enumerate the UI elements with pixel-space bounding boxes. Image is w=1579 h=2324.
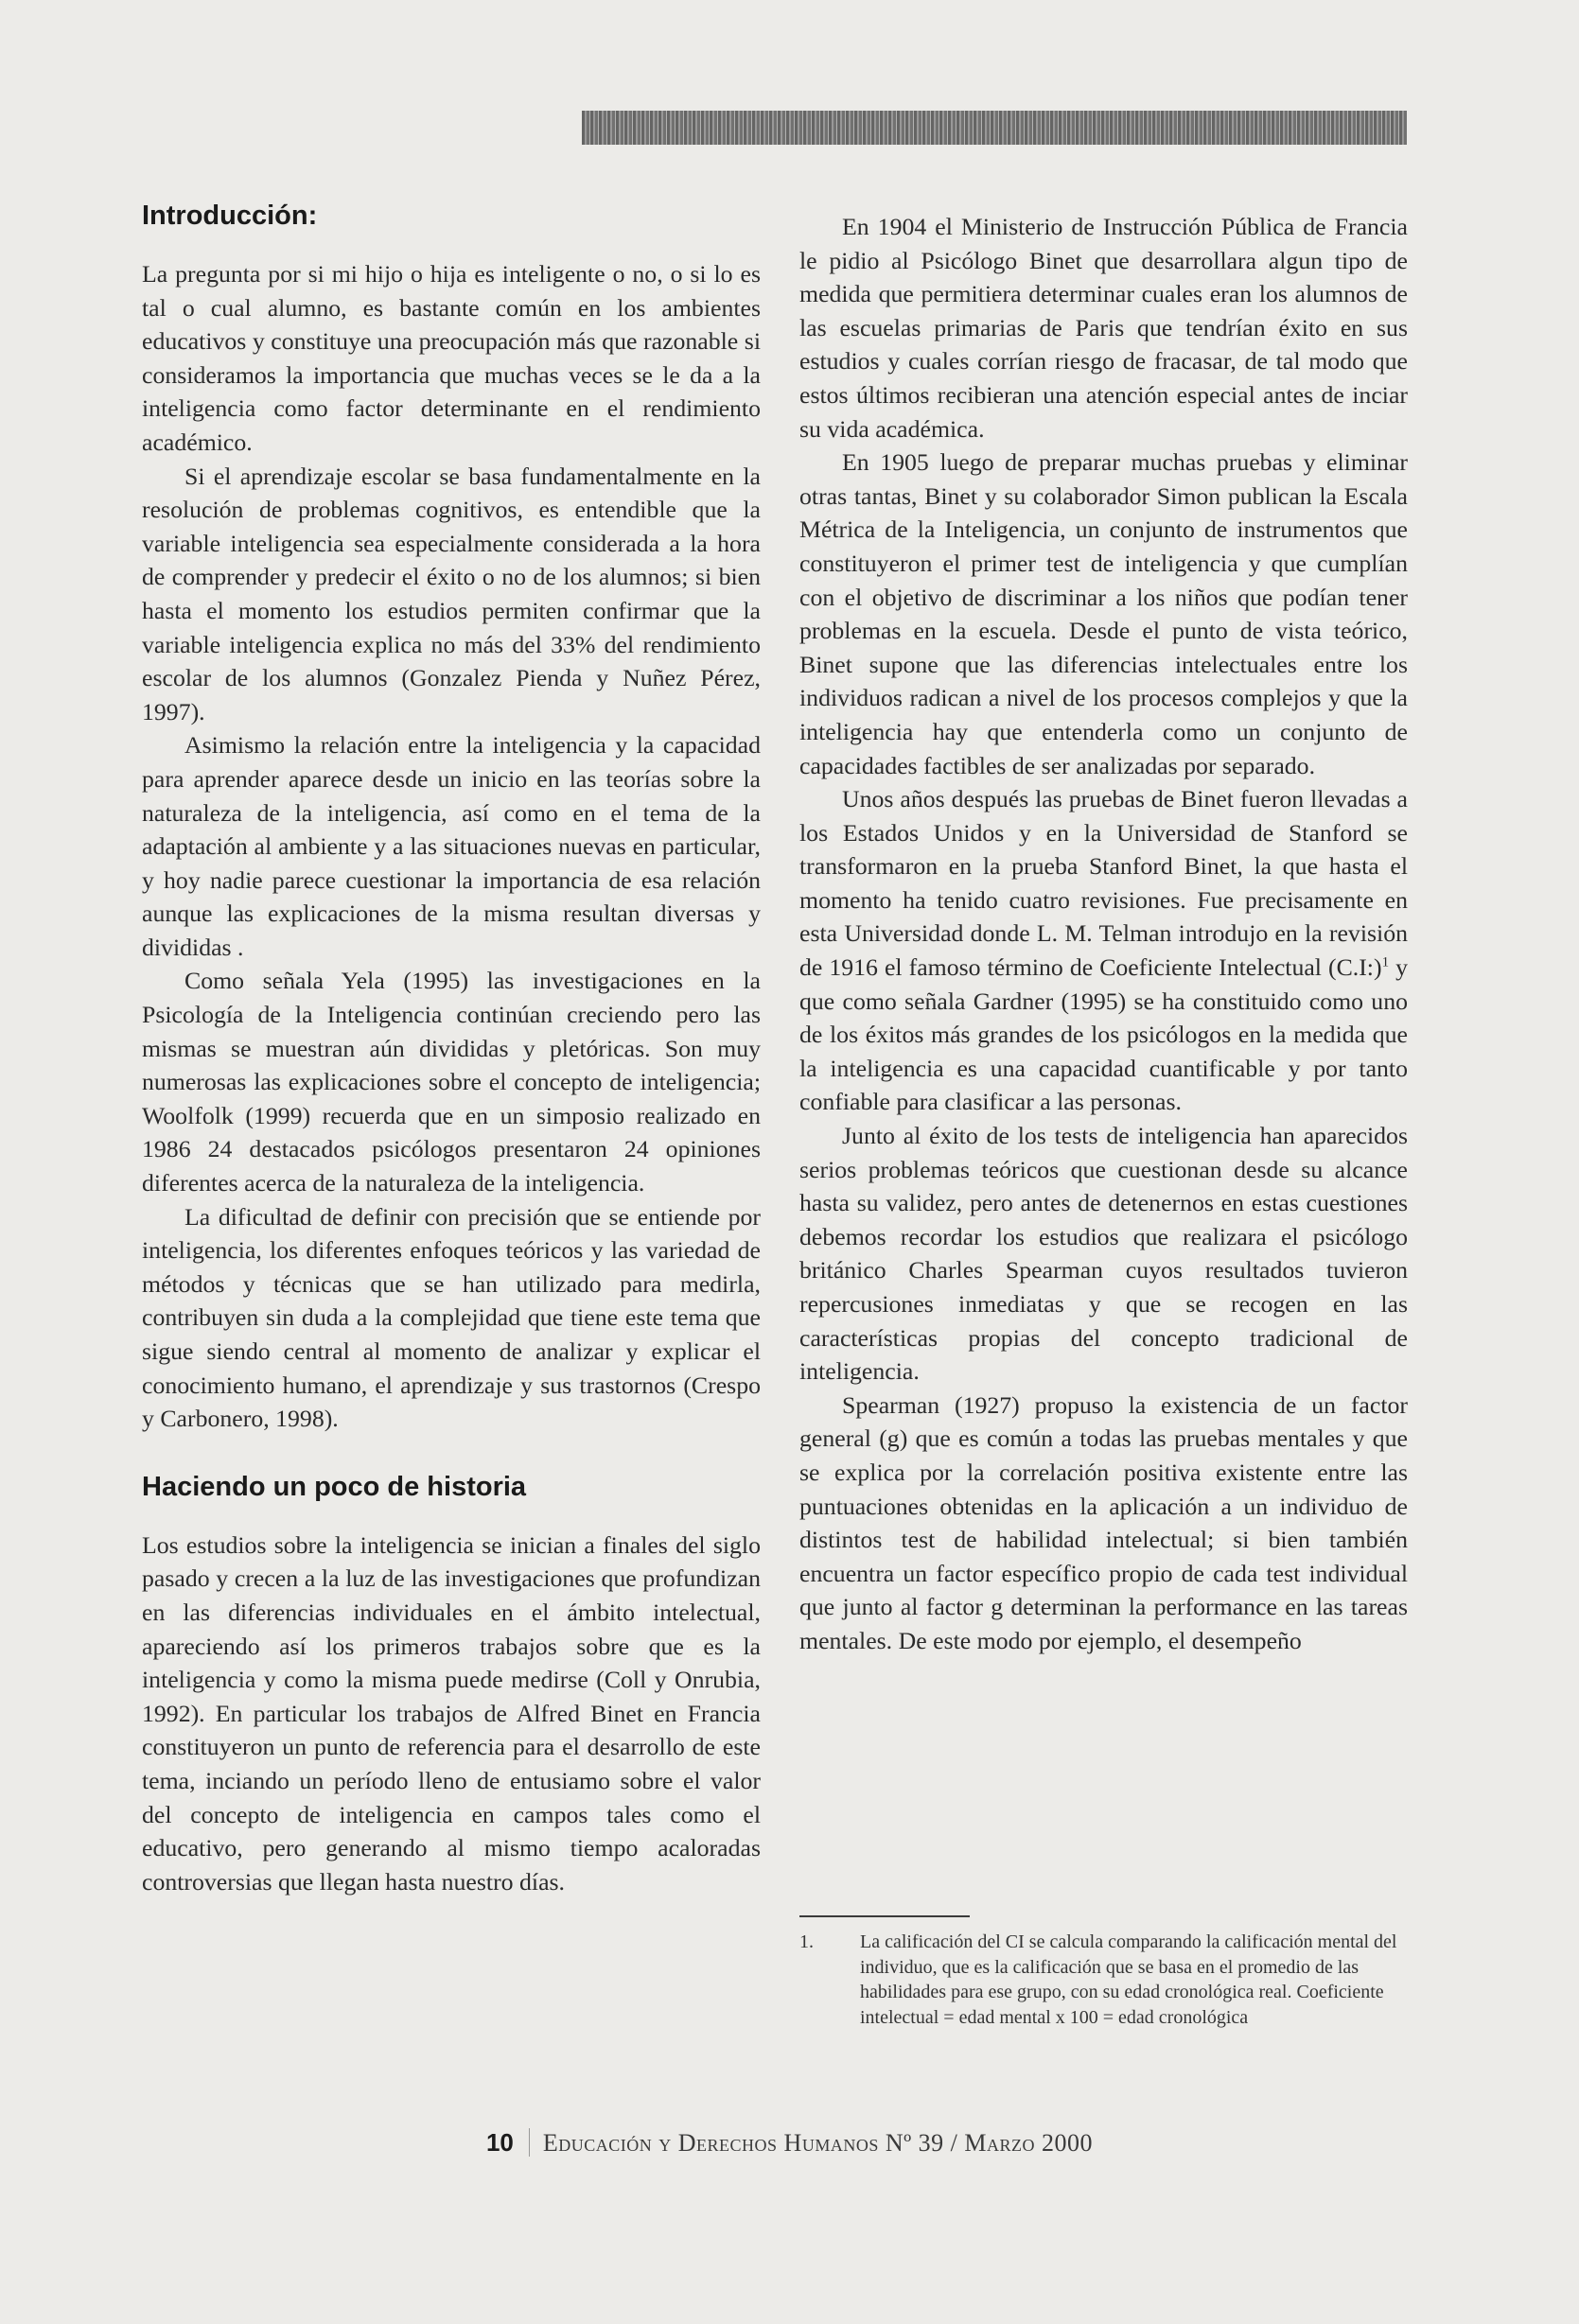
paragraph: Spearman (1927) propuso la existencia de un factor general (g) que es común a todas las pruebas mentales y que se explica por la correlación positiva existente entre las puntuaciones obtenidas en la aplicación a un individuo de distintos test de habilidad intelectual; si bien también encuentra un factor específico propio de cada test individual que junto al factor g determinan la performance en las tareas mentales. De este modo por ejemplo, el desempeño <box>799 1390 1408 1654</box>
paragraph: En 1905 luego de preparar muchas pruebas y eliminar otras tantas, Binet y su colaborador Simon publican la Escala Métrica de la Inteligencia, un conjunto de instrumentos que constituyeron el primer test de inteligencia y que cumplían con el objetivo de discriminar a los niños que podían tener problemas en la escuela. Desde el punto de vista teórico, Binet supone que las diferencias intelectuales entre los individuos radican a nivel de los procesos complejos y que la inteligencia hay que entenderla como un conjunto de capacidades factibles de ser analizadas por separado. <box>799 448 1408 779</box>
footnote-text: La calificación del CI se calcula comparando la calificación mental del individuo, que es la calificación que se basa en el promedio de las habilidades para ese grupo, con su edad cronológica real. Coeficiente intelectual = edad mental x 100 = edad cronológica <box>860 1931 1397 2028</box>
paragraph: Junto al éxito de los tests de inteligencia han aparecidos serios problemas teóricos que cuestionan desde su alcance hasta su validez, pero antes de detenernos en estas cuestiones debemos recordar los estudios que realizara el psicólogo británico Charles Spearman cuyos resultados tuvieron repercusiones inmediatas y que se recogen en las características propias del concepto tradicional de inteligencia. <box>799 1122 1408 1386</box>
page-number: 10 <box>486 2128 530 2157</box>
heading-historia: Haciendo un poco de historia <box>142 1471 527 1502</box>
paragraph-text: Unos años después las pruebas de Binet fueron llevadas a los Estados Unidos y en la Universidad de Stanford se transformaron en la prueba Stanford Binet, la que hasta el momento ha tenido cuatro revisiones. Fue precisamente en esta Universidad donde L. M. Telman introdujo en la revisión de 1916 el famoso término de Coeficiente Intelectual (C.I:) <box>799 785 1408 982</box>
heading-introduccion: Introducción: <box>142 201 318 231</box>
paragraph: La dificultad de definir con precisión que se entiende por inteligencia, los diferentes enfoques teóricos y las variedad de métodos y técnicas que se han utilizado para medirla, contribuyen sin duda a la complejidad que tiene este tema que sigue siendo central al momento de analizar y explicar el conocimiento humano, el aprendizaje y sus trastornos (Crespo y Carbonero, 1998). <box>142 1202 761 1433</box>
paragraph: Como señala Yela (1995) las investigaciones en la Psicología de la Inteligencia continúan creciendo pero las mismas se muestran aún divididas y pletóricas. Son muy numerosas las explicaciones sobre el concepto de inteligencia; Woolfolk (1999) recuerda que en un simposio realizado en 1986 24 destacados psicólogos presentaron 24 opiniones diferentes acerca de la naturaleza de la inteligencia. <box>142 967 761 1197</box>
footnote-number: 1. <box>799 1931 814 1952</box>
right-column <box>799 210 1408 1658</box>
paragraph: Los estudios sobre la inteligencia se inician a finales del siglo pasado y crecen a la luz de las investigaciones que profundizan en las diferencias individuales en el ámbito intelectual, apareciendo así los primeros trabajos sobre que es la inteligencia y como la misma puede medirse (Coll y Onrubia, 1992). En particular los trabajos de Alfred Binet en Francia constituyeron un punto de referencia para el desarrollo de este tema, inciando un período lleno de entusiamo sobre el valor del concepto de inteligencia en campos tales como el educativo, pero generando al mismo tiempo acaloradas controversias que llegan hasta nuestro días. <box>142 1530 761 1896</box>
paragraph: La pregunta por si mi hijo o hija es inteligente o no, o si lo es tal o cual alumno, es bastante común en los ambientes educativos y constituye una preocupación más que razonable si consideramos la importancia que muchas veces se le da a la inteligencia como factor determinante en el rendimiento académico. <box>142 260 761 456</box>
left-column <box>142 199 761 1898</box>
header-decorative-bar <box>582 111 1407 145</box>
paragraph: Asimismo la relación entre la inteligencia y la capacidad para aprender aparece desde un inicio en las teorías sobre la naturaleza de la inteligencia, así como en el tema de la adaptación al ambiente y a las situaciones nuevas en particular, y hoy nadie parece cuestionar la importancia de esa relación aunque las explicaciones de la misma resultan diversas y divididas . <box>142 731 761 961</box>
paragraph: En 1904 el Ministerio de Instrucción Pública de Francia le pidio al Psicólogo Binet que desarrollara algun tipo de medida que permitiera determinar cuales eran los alumnos de las escuelas primarias de Paris que tendrían éxito en sus estudios y cuales corrían riesgo de fracasar, de tal modo que estos últimos recibieran una atención especial antes de inciar su vida académica. <box>799 213 1408 443</box>
paragraph <box>799 782 1408 1119</box>
footnote <box>799 1930 1408 2030</box>
footnote-reference: 1 <box>1381 954 1390 970</box>
footnote-divider <box>799 1915 970 1917</box>
journal-title: Educación y Derechos Humanos Nº 39 / Marzo 2000 <box>542 2129 1094 2157</box>
paragraph: Si el aprendizaje escolar se basa fundamentalmente en la resolución de problemas cognitivos, es entendible que la variable inteligencia sea especialmente considerada a la hora de comprender y predecir el éxito o no de los alumnos; si bien hasta el momento los estudios permiten confirmar que la variable inteligencia explica no más del 33% del rendimiento escolar de los alumnos (Gonzalez Pienda y Nuñez Pérez, 1997). <box>142 462 761 725</box>
page-footer <box>0 2128 1579 2158</box>
paragraph-text: y que como señala Gardner (1995) se ha constituido como uno de los éxitos más grandes de los psicólogos en la medida que la inteligencia es una capacidad cuantificable y por tanto confiable para clasificar a las personas. <box>799 953 1408 1116</box>
